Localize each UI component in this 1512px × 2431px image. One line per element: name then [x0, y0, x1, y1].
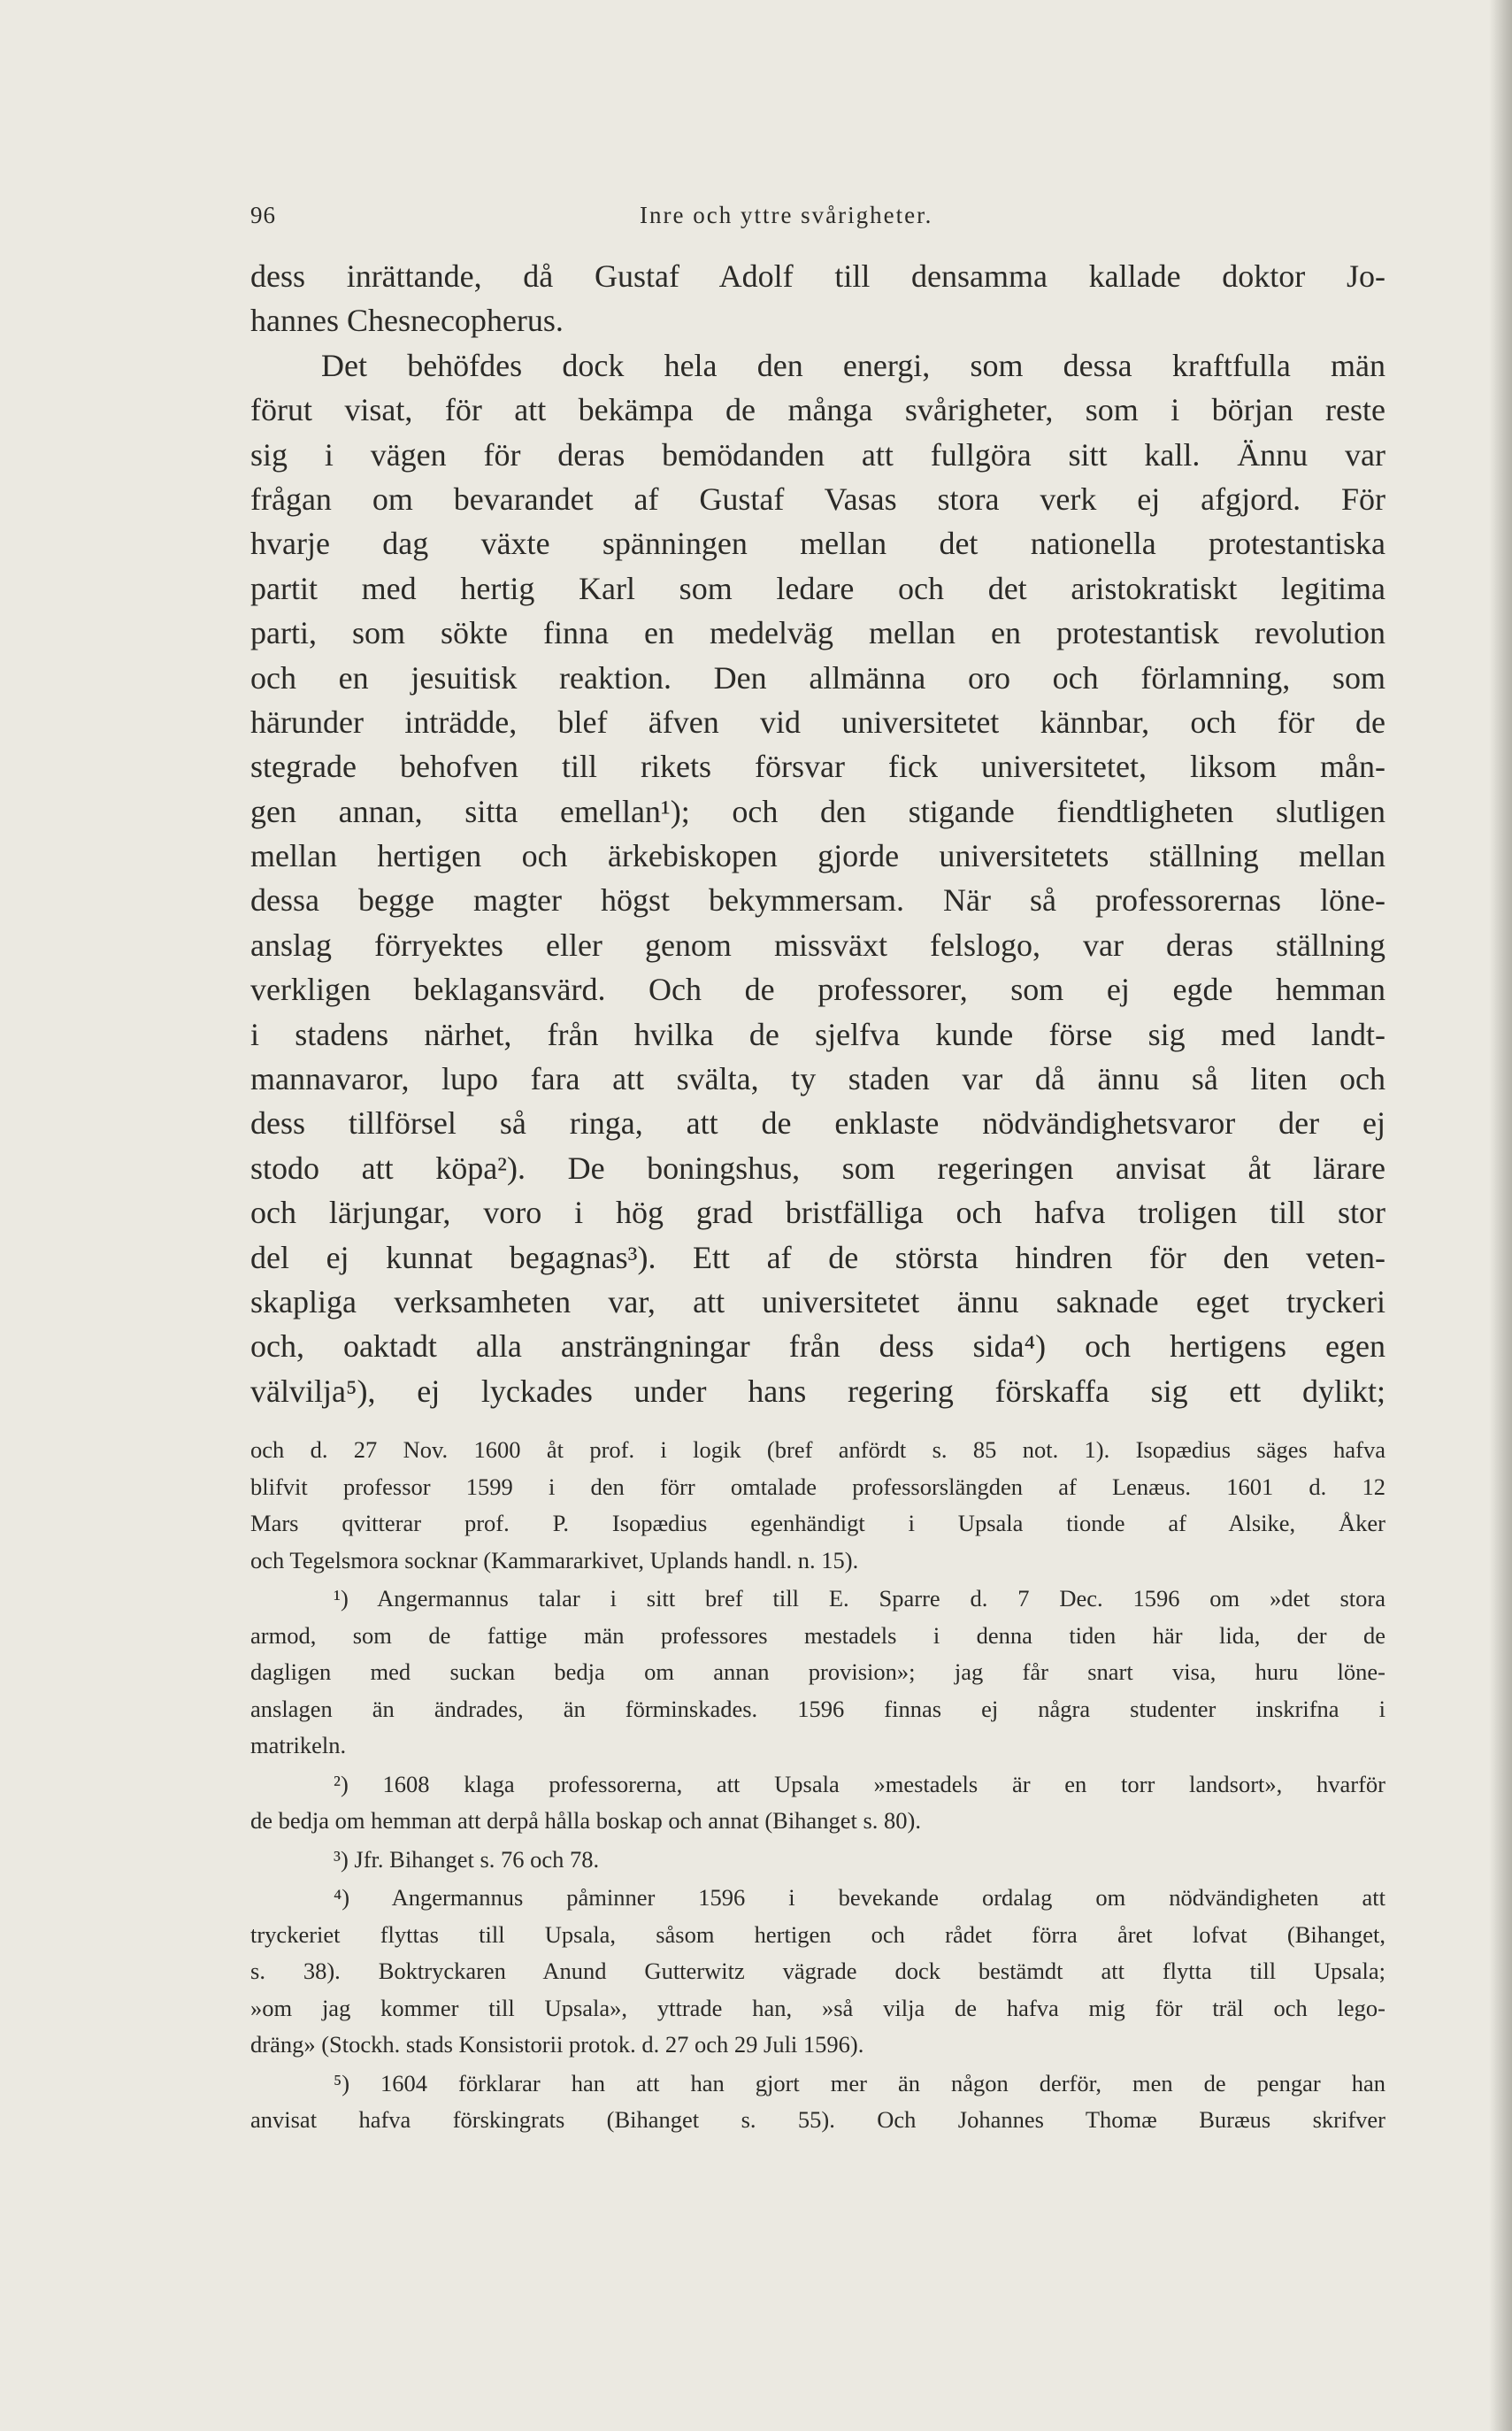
footnote-line: dräng» (Stockh. stads Konsistorii protok. d. 27 och 29 Juli 1596).	[250, 2031, 864, 2058]
footnotes	[250, 1432, 1385, 2139]
footnote-line: tryckeriet flyttas till Upsala, såsom hertigen och rådet förra året lofvat (Bihanget,	[250, 1920, 1385, 1948]
footnote-line: anvisat hafva förskingrats (Bihanget s. 55). Och Johannes Thomæ Buræus skrifver	[250, 2106, 1385, 2133]
body-line: i stadens närhet, från hvilka de sjelfva kunde förse sig med landt-	[250, 1016, 1385, 1052]
page-header	[250, 202, 1385, 234]
footnote-line: »om jag kommer till Upsala», yttrade han, »så vilja de hafva mig för träl och lego-	[250, 1994, 1385, 2021]
running-head: Inre och yttre svårigheter.	[640, 202, 933, 228]
body-line: välvilja⁵), ej lyckades under hans regering förskaffa sig ett dylikt;	[250, 1373, 1385, 1409]
footnote-line: ¹) Angermannus talar i sitt bref till E. Sparre d. 7 Dec. 1596 om »det stora	[334, 1585, 1385, 1612]
page-number: 96	[250, 202, 276, 228]
body-line: verkligen beklagansvärd. Och de professorer, som ej egde hemman	[250, 972, 1385, 1008]
footnote-line: blifvit professor 1599 i den förr omtalade professorslängden af Lenæus. 1601 d. 12	[250, 1473, 1385, 1500]
body-line: frågan om bevarandet af Gustaf Vasas stora verk ej afgjord. För	[250, 481, 1385, 517]
footnote-line: Mars qvitterar prof. P. Isopædius egenhändigt i Upsala tionde af Alsike, Åker	[250, 1510, 1385, 1536]
body-line: skapliga verksamheten var, att universitetet ännu saknade eget tryckeri	[250, 1283, 1385, 1319]
footnote-line: armod, som de fattige män professores mestadels i denna tiden här lida, der de	[250, 1621, 1385, 1649]
body-line: härunder inträdde, blef äfven vid universitetet kännbar, och för de	[250, 704, 1385, 740]
footnote-line: matrikeln.	[250, 1732, 347, 1758]
body-line: dess inrättande, då Gustaf Adolf till densamma kallade doktor Jo-	[250, 258, 1385, 294]
body-line: anslag förryektes eller genom missväxt felslogo, var deras ställning	[250, 927, 1385, 963]
body-line: förut visat, för att bekämpa de många svårigheter, som i början reste	[250, 392, 1385, 428]
footnote-line: s. 38). Boktryckaren Anund Gutterwitz vägrade dock bestämdt att flytta till Upsala;	[250, 1958, 1385, 1984]
body-line: och lärjungar, voro i hög grad bristfälliga och hafva troligen till stor	[250, 1195, 1385, 1231]
body-line: Det behöfdes dock hela den energi, som dessa kraftfulla män	[321, 347, 1385, 383]
body-line: gen annan, sitta emellan¹); och den stigande fiendtligheten slutligen	[250, 793, 1385, 829]
body-line: partit med hertig Karl som ledare och det aristokratiskt legitima	[250, 570, 1385, 606]
footnote-line: ²) 1608 klaga professorerna, att Upsala »mestadels är en torr landsort», hvarför	[334, 1770, 1385, 1797]
body-line: dess tillförsel så ringa, att de enklaste nödvändighetsvaror der ej	[250, 1105, 1385, 1142]
footnote-line: ⁵) 1604 förklarar han att han gjort mer än någon derför, men de pengar han	[334, 2069, 1385, 2096]
footnote-line: och Tegelsmora socknar (Kammararkivet, Uplands handl. n. 15).	[250, 1546, 859, 1573]
body-line: hvarje dag växte spänningen mellan det nationella protestantiska	[250, 526, 1385, 562]
body-line: hannes Chesnecopherus.	[250, 303, 564, 339]
body-line: sig i vägen för deras bemödanden att fullgöra sitt kall. Ännu var	[250, 436, 1385, 473]
body-line: dessa begge magter högst bekymmersam. När så professorernas löne-	[250, 882, 1385, 919]
body-line: mellan hertigen och ärkebiskopen gjorde universitetets ställning mellan	[250, 838, 1385, 874]
page-edge-shadow	[1489, 0, 1512, 2431]
body-line: stegrade behofven till rikets försvar fick universitetet, liksom mån-	[250, 749, 1385, 785]
footnote-line: de bedja om hemman att derpå hålla boskap och annat (Bihanget s. 80).	[250, 1807, 921, 1834]
body-text	[250, 254, 1385, 1413]
body-line: och, oaktadt alla ansträngningar från dess sida⁴) och hertigens egen	[250, 1328, 1385, 1365]
footnote-line: och d. 27 Nov. 1600 åt prof. i logik (bref anfördt s. 85 not. 1). Isopædius säges hafva	[250, 1436, 1385, 1463]
body-line: mannavaror, lupo fara att svälta, ty staden var då ännu så liten och	[250, 1061, 1385, 1097]
footnote-line: anslagen än ändrades, än förminskades. 1596 finnas ej några studenter inskrifna i	[250, 1695, 1385, 1722]
body-line: stodo att köpa²). De boningshus, som regeringen anvisat åt lärare	[250, 1150, 1385, 1186]
footnote-line: ³) Jfr. Bihanget s. 76 och 78.	[334, 1845, 600, 1873]
body-line: parti, som sökte finna en medelväg mellan en protestantisk revolution	[250, 615, 1385, 651]
body-line: del ej kunnat begagnas³). Ett af de största hindren för den veten-	[250, 1239, 1385, 1275]
footnote-line: dagligen med suckan bedja om annan provision»; jag får snart visa, huru löne-	[250, 1658, 1385, 1685]
body-line: och en jesuitisk reaktion. Den allmänna oro och förlamning, som	[250, 659, 1385, 696]
footnote-line: ⁴) Angermannus påminner 1596 i bevekande ordalag om nödvändigheten att	[334, 1884, 1385, 1911]
